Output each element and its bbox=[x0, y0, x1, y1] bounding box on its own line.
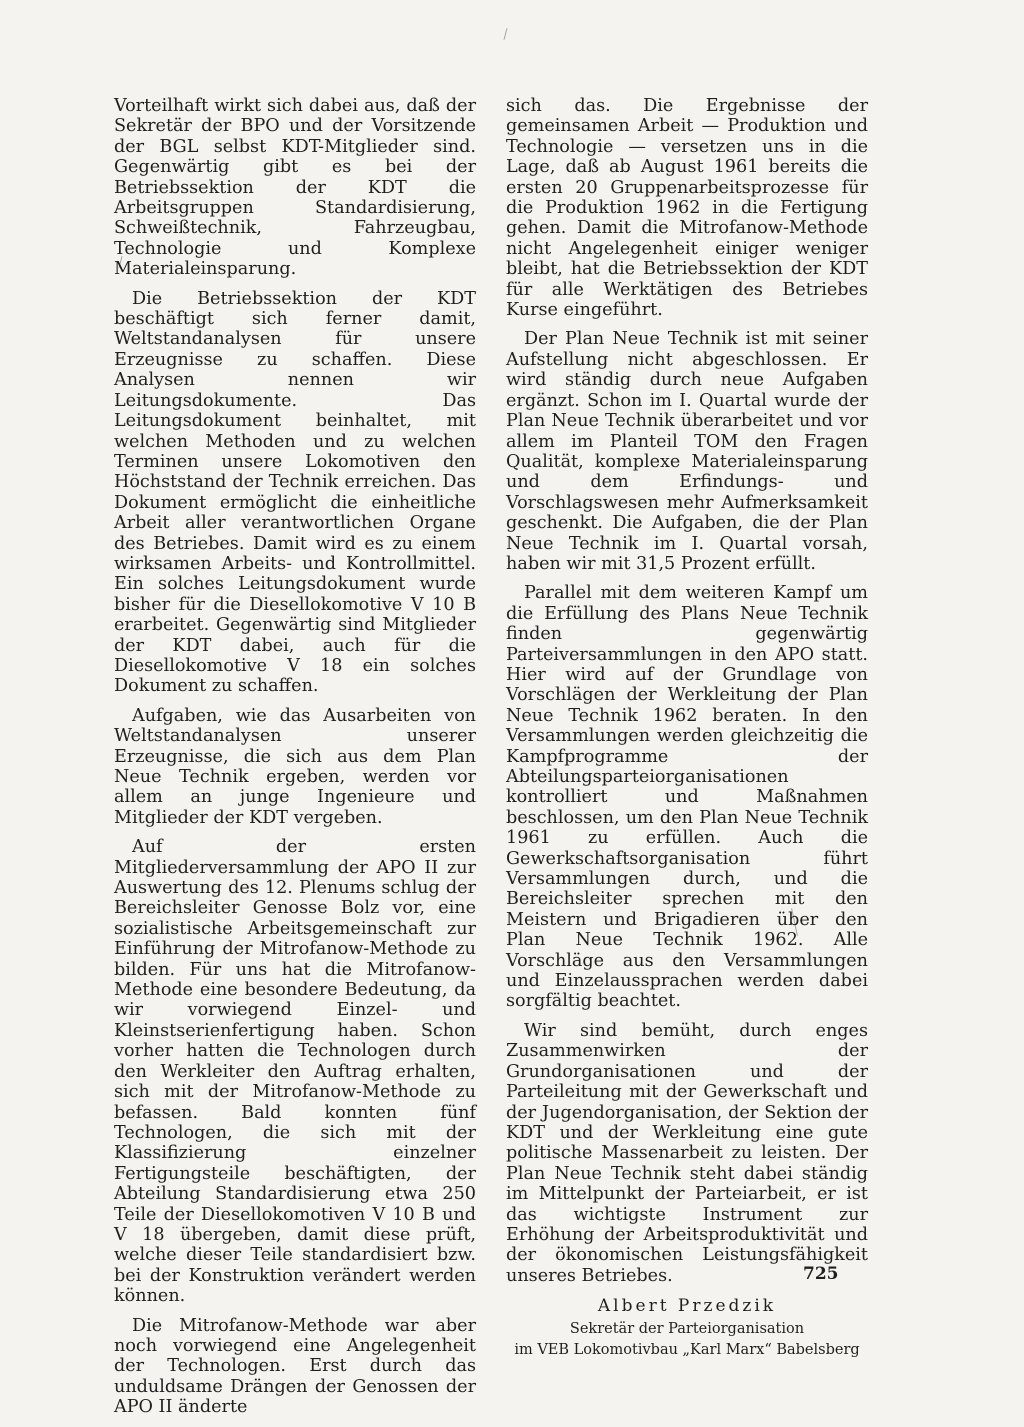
author-signature: Albert Przedzik bbox=[597, 1296, 777, 1317]
paragraph: Auf der ersten Mitgliederversammlung der APO II zur Auswertung des 12. Plenums schlug der Bereichsleiter Genosse Bolz vor, eine sozialistische Arbeitsgemeinschaft zur Einführung der Mitrofanow-Methode zu bilden. Für uns hat die Mitrofanow-Methode eine besondere Bedeutung, da wir vorwiegend Einzel- und Kleinstserienfertigung haben. Schon vorher hatten die Technologen durch den Werkleiter den Auftrag erhalten, sich mit der Mitrofanow-Methode zu befassen. Bald konnten fünf Technologen, die sich mit der Klassifizierung einzelner Fertigungsteile beschäftigten, der Abteilung Standardisierung etwa 250 Teile der Diesellokomotiven V 10 B und V 18 übergeben, damit diese prüft, welche dieser Teile standardisiert bzw. bei der Konstruktion verändert werden können. bbox=[114, 837, 476, 1307]
paragraph: Der Plan Neue Technik ist mit seiner Aufstellung nicht abgeschlossen. Er wird ständig durch neue Aufgaben ergänzt. Schon im I. Quartal wurde der Plan Neue Technik überarbeitet und vor allem im Planteil TOM den Fragen Qualität, komplexe Materialeinsparung und dem Erfindungs- und Vorschlagswesen mehr Aufmerksamkeit geschenkt. Die Aufgaben, die der Plan Neue Technik im I. Quartal vorsah, haben wir mit 31,5 Prozent erfüllt. bbox=[506, 329, 868, 574]
paragraph: sich das. Die Ergebnisse der gemeinsamen Arbeit — Produktion und Technologie — versetzen uns in die Lage, daß ab August 1961 bereits die ersten 20 Gruppenarbeitsprozesse für die Produktion 1962 in die Fertigung gehen. Damit die Mitrofanow-Methode nicht Angelegenheit einiger weniger bleibt, hat die Betriebssektion der KDT für alle Werktätigen des Betriebes Kurse eingeführt. bbox=[506, 96, 868, 321]
right-column bbox=[506, 96, 868, 1359]
page-number: 725 bbox=[803, 1264, 839, 1284]
paragraph: Parallel mit dem weiteren Kampf um die Erfüllung des Plans Neue Technik finden gegenwärtig Parteiversammlungen in den APO statt. Hier wird auf der Grundlage von Vorschlägen der Werkleitung der Plan Neue Technik 1962 beraten. In den Versammlungen werden gleichzeitig die Kampfprogramme der Abteilungsparteiorganisationen kontrolliert und Maßnahmen beschlossen, um den Plan Neue Technik 1961 zu erfüllen. Auch die Gewerkschaftsorganisation führt Versammlungen durch, und die Bereichsleiter sprechen mit den Meistern und Brigadieren über den Plan Neue Technik 1962. Alle Vorschläge aus den Versammlungen und Einzelaussprachen werden dabei sorgfältig beachtet. bbox=[506, 583, 868, 1012]
pen-mark bbox=[503, 28, 507, 40]
author-affiliation-line-1: Sekretär der Parteiorganisation bbox=[569, 1321, 805, 1338]
paragraph: Die Mitrofanow-Methode war aber noch vorwiegend eine Angelegenheit der Technologen. Erst durch das unduldsame Drängen der Genossen der APO II änderte bbox=[114, 1315, 476, 1418]
paragraph: Die Betriebssektion der KDT beschäftigt sich ferner damit, Weltstandanalysen für unsere Erzeugnisse zu schaffen. Diese Analysen nennen wir Leitungsdokumente. Das Leitungsdokument beinhaltet, mit welchen Methoden und zu welchen Terminen unsere Lokomotiven den Höchststand der Technik erreichen. Das Dokument ermöglicht die einheitliche Arbeit aller verantwortlichen Organe des Betriebes. Damit wird es zu einem wirksamen Arbeits- und Kontrollmittel. Ein solches Leitungsdokument wurde bisher für die Diesellokomotive V 10 B erarbeitet. Gegenwärtig sind Mitglieder der KDT dabei, auch für die Diesellokomotive V 18 ein solches Dokument zu schaffen. bbox=[114, 288, 476, 697]
paragraph: Vorteilhaft wirkt sich dabei aus, daß der Sekretär der BPO und der Vorsitzende der BGL selbst KDT-Mitglieder sind. Gegenwärtig gibt es bei der Betriebssektion der KDT die Arbeitsgruppen Standardisierung, Schweißtechnik, Fahrzeugbau, Technologie und Komplexe Materialeinsparung. bbox=[114, 96, 476, 280]
paragraph: Aufgaben, wie das Ausarbeiten von Weltstandanalysen unserer Erzeugnisse, die sich aus dem Plan Neue Technik ergeben, werden vor allem an junge Ingenieure und Mitglieder der KDT vergeben. bbox=[114, 705, 476, 828]
paragraph: Wir sind bemüht, durch enges Zusammenwirken der Grundorganisationen und der Parteileitung mit der Gewerkschaft und der Jugendorganisation, der Sektion der KDT und der Werkleitung eine gute politische Massenarbeit zu leisten. Der Plan Neue Technik steht dabei ständig im Mittelpunkt der Parteiarbeit, er ist das wichtigste Instrument zur Erhöhung der Arbeitsproduktivität und der ökonomischen Leistungsfähigkeit unseres Betriebes. bbox=[506, 1020, 868, 1286]
author-affiliation-line-2: im VEB Lokomotivbau „Karl Marx“ Babelsberg bbox=[514, 1342, 860, 1359]
left-column bbox=[114, 96, 476, 1427]
